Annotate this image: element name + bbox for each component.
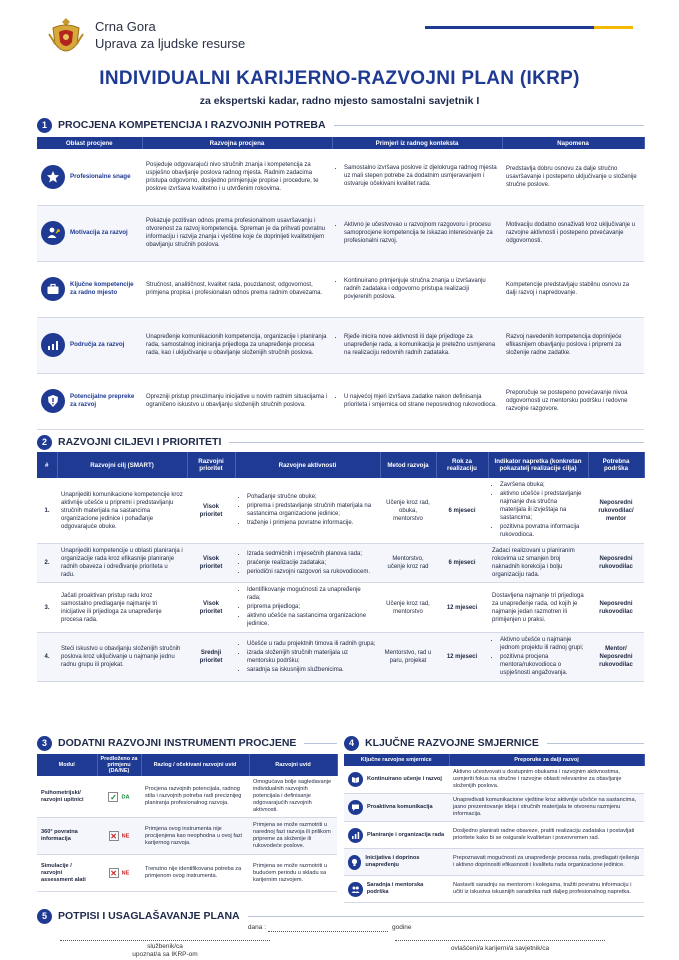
activities-cell	[235, 633, 380, 682]
example-cell	[332, 205, 502, 261]
support-cell: Neposredni rukovodilac	[588, 544, 644, 583]
note-cell: Predstavlja dobru osnovu za dalje stručno usavršavanje i postepeno uključivanje u složenije stručne poslove.	[502, 149, 644, 205]
example-cell	[332, 149, 502, 205]
column-header: Razvojna procjena	[142, 137, 332, 149]
area-wrap	[41, 277, 138, 301]
checkbox-crossed: ✕	[110, 869, 117, 878]
example-item: • U najvećoj mjeri izvršava zadatke nakon definisanja prioriteta i smjernica od strane neposrednog rukovodioca.	[344, 393, 498, 409]
example-item: • Rjeđe inicira nove aktivnosti ili daje prijedloge za unapređenje rada, a komunikacija je pretežno usmjerena na realizaciju redovnih radnih zadataka.	[344, 333, 498, 357]
area-label: Područja za razvoj	[70, 341, 125, 348]
employee-signature-line[interactable]	[60, 940, 270, 941]
table-row	[37, 776, 337, 818]
bar-chart-icon	[348, 828, 363, 843]
note-cell: Razvoj navedenih kompetencija doprinijeće efikasnijem obavljanju poslova i pripremi za složenije radne zadatke.	[502, 317, 644, 373]
section-title: RAZVOJNI CILJEVI I PRIORITETI	[58, 436, 222, 448]
recommendation-cell: Dosljedno planirati radne obaveze, pratiti realizaciju zadataka i postavljati prioritete kako bi se osigurale kvalitetan i pravovremen rad.	[449, 822, 644, 849]
activity-item: • aktivno učešće na sastancima organizacione jedinice.	[247, 612, 376, 628]
activity-item: • Učešće u radu projektnih timova ili radnih grupa;	[247, 640, 376, 648]
module-cell: Psihometrijski/ razvojni upitnici	[37, 776, 97, 818]
section-number: 1	[37, 118, 52, 133]
insight-cell: Omogućava bolje sagledavanje individualnih razvojnih potencijala i definisanje odgovarajućih razvojnih aktivnosti.	[249, 776, 337, 818]
area-wrap	[41, 165, 138, 189]
assessment-cell: Pokazuje pozitivan odnos prema profesionalnom usavršavanju i otvorenost za razvoj kompetencija. Spreman je da prihvati povratnu informaciju i razvija znanja i vještine koje će doprinijeti kvalitetnijem obavljanju stručnih poslova.	[142, 205, 332, 261]
example-list	[336, 164, 498, 188]
checkbox-checked: ✓	[110, 792, 117, 802]
section-title: KLJUČNE RAZVOJNE SMJERNICE	[365, 737, 539, 749]
area-wrap	[41, 333, 138, 357]
guideline-label: Proaktivna komunikacija	[367, 804, 433, 810]
answer-cell	[97, 776, 141, 818]
example-list	[336, 333, 498, 357]
note-cell: Motivaciju dodatno osnaživati kroz uključivanje u razvojne aktivnosti i postepeno povećavanje odgovornosti.	[502, 205, 644, 261]
indicator-item: • aktivno učešće i predstavljanje najmanje dva stručna materijala ili izvještaja na sastancima;	[500, 490, 584, 522]
goal-number: 1.	[37, 478, 57, 544]
activity-item: • traženje i primjena povratne informacije.	[247, 519, 376, 527]
goal-number: 3.	[37, 583, 57, 633]
activity-item: • praćenje realizacije zadataka;	[247, 559, 376, 567]
table-row	[37, 633, 644, 682]
activities-list	[239, 493, 376, 527]
activity-item: • saradnja sa iskusnijim službenicima.	[247, 666, 376, 674]
example-list	[336, 393, 498, 409]
area-cell	[37, 373, 142, 429]
person-growth-icon	[41, 221, 65, 245]
column-header: Ključne razvojne smjernice	[344, 754, 449, 766]
recommendation-cell: Nastaviti saradnju sa mentorom i kolegama, tražiti povratnu informaciju i učiti iz iskustva iskusnijih saradnika radi daljeg profesionalnog napretka.	[449, 876, 644, 903]
insight-cell: Primjena se može razmotriti u budućem periodu u skladu sa karijernim razvojem.	[249, 855, 337, 892]
reason-cell: Trenutno nije identifikovana potreba za primjenom ovog instrumenta.	[141, 855, 249, 892]
method-cell: Mentorstvo, rad u paru, projekat	[380, 633, 436, 682]
example-item: • Kontinuirano primjenjuje stručna znanja u izvršavanju radnih zadataka i odgovorno pristupa realizaciji povjerenih poslova.	[344, 277, 498, 301]
answer-cell	[97, 818, 141, 855]
section-rule	[547, 743, 644, 744]
goal-number: 2.	[37, 544, 57, 583]
column-header: Razvojne aktivnosti	[235, 452, 380, 478]
column-header: Razlog / očekivani razvojni uvid	[141, 754, 249, 776]
area-wrap	[41, 221, 138, 245]
section-rule	[229, 442, 644, 443]
deadline-cell: 6 mjeseci	[436, 478, 488, 544]
chart-growth-icon	[41, 333, 65, 357]
area-wrap	[41, 389, 138, 413]
guideline-label: Planiranje i organizacija rada	[367, 831, 445, 838]
example-cell	[332, 261, 502, 317]
checkbox-crossed: ✕	[110, 832, 117, 841]
column-header: Oblast procjene	[37, 137, 142, 149]
column-header: Razvojni uvid	[249, 754, 337, 776]
table-row	[344, 794, 644, 822]
area-cell	[37, 205, 142, 261]
indicator-item: • Završena obuka;	[500, 481, 584, 489]
example-cell	[332, 317, 502, 373]
guideline-wrap	[348, 772, 445, 787]
table-row	[344, 849, 644, 876]
table-row	[344, 822, 644, 849]
support-cell: Neposredni rukovodilac/ mentor	[588, 478, 644, 544]
example-item: • Samostalno izvršava poslove iz djelokruga radnog mjesta uz mali stepen potrebe za dodatnim usmjeravanjem i ostvaruje očekivani kvalitet rada.	[344, 164, 498, 188]
shield-warning-icon	[41, 389, 65, 413]
guideline-wrap	[348, 828, 445, 843]
activities-list	[239, 550, 376, 576]
goal-cell: Unaprijediti kompetencije u oblasti planiranja i organizacije rada kroz efikasnije planiranje radnih obaveza i određivanje prioriteta u radu.	[57, 544, 187, 583]
goal-cell: Jačati proaktivan pristup radu kroz samostalno predlaganje najmanje tri inicijative ili prijedloga za unapređenje procesa rada.	[57, 583, 187, 633]
column-header: Napomena	[502, 137, 644, 149]
section-number: 5	[37, 909, 52, 924]
book-icon	[348, 772, 363, 787]
table-row	[37, 855, 337, 892]
guideline-cell	[344, 849, 449, 876]
indicator-cell	[488, 633, 588, 682]
organization-name	[95, 18, 245, 52]
org-line-2: Uprava za ljudske resurse	[95, 36, 246, 51]
guideline-cell	[344, 876, 449, 903]
table-row	[344, 766, 644, 794]
column-header: Rok za realizaciju	[436, 452, 488, 478]
table-row	[37, 544, 644, 583]
table-row	[37, 478, 644, 544]
module-cell: 360° povratna informacija	[37, 818, 97, 855]
note-cell: Preporučuje se postepeno povećavanje nivoa odgovornosti uz mentorsku podršku i redovne razvojne razgovore.	[502, 373, 644, 429]
support-cell: Neposredni rukovodilac	[588, 583, 644, 633]
area-label: Motivacija za razvoj	[70, 229, 128, 236]
assessment-cell: Unapređenje komunikacionih kompetencija, organizacije i planiranja rada, samostalnog iniciranja prijedloga za unapređenje procesa rada, kao i uključivanje u obavljanje složenijih stručnih poslova.	[142, 317, 332, 373]
area-cell	[37, 317, 142, 373]
deadline-cell: 12 mjeseci	[436, 583, 488, 633]
column-header: Razvojni prioritet	[187, 452, 235, 478]
method-cell: Učenje kroz rad, mentorstvo	[380, 583, 436, 633]
section-5-header	[37, 908, 644, 924]
section-rule	[248, 916, 644, 917]
reason-cell: Procjena razvojnih potencijala, radnog stila i razvojnih potreba radi preciznijeg planiranja profesionalnog razvoja.	[141, 776, 249, 818]
method-cell: Mentorstvo, učenje kroz rad	[380, 544, 436, 583]
activities-cell	[235, 544, 380, 583]
table-row	[37, 149, 644, 205]
area-cell	[37, 149, 142, 205]
area-label: Ključne kompetencije za radno mjesto	[70, 281, 134, 296]
deadline-cell: 12 mjeseci	[436, 633, 488, 682]
lightbulb-icon	[348, 855, 361, 870]
section-title: DODATNI RAZVOJNI INSTRUMENTI PROCJENE	[58, 737, 297, 749]
priority-cell: Visok prioritet	[187, 478, 235, 544]
section-rule	[304, 743, 337, 744]
answer-label: DA	[121, 793, 130, 800]
column-header: Predloženo za primjenu (DA/NE)	[97, 754, 141, 776]
table-row	[37, 373, 644, 429]
employee-sub-label: upoznat/a sa IKRP-om	[132, 951, 198, 958]
table-row	[344, 876, 644, 903]
document-title: INDIVIDUALNI KARIJERNO-RAZVOJNI PLAN (IKRP)	[99, 68, 580, 89]
section-number: 3	[37, 736, 52, 751]
activity-item: • Identifikovanje mogućnosti za unapređenje rada;	[247, 586, 376, 602]
area-cell	[37, 261, 142, 317]
counselor-signature-line[interactable]	[395, 940, 605, 941]
column-header: Preporuke za dalji razvoj	[449, 754, 644, 766]
column-header: Modul	[37, 754, 97, 776]
date-label: dana :	[247, 924, 266, 931]
indicator-list	[492, 636, 584, 677]
assessment-cell: Oprezniji pristup preuzimanju inicijative u novim radnim situacijama i ograničeno iskustvo u obavljanju složenijih stručnih poslova.	[142, 373, 332, 429]
counselor-label: ovlašćeni/a karijerni/a savjetnik/ca	[450, 945, 550, 952]
people-icon	[348, 882, 363, 897]
area-label: Profesionalne snage	[70, 172, 131, 180]
activity-item: • izrada složenijih stručnih materijala uz mentorsku podršku;	[247, 649, 376, 665]
table-row	[37, 317, 644, 373]
assessment-cell: Stručnost, analitičnost, kvalitet rada, pouzdanost, odgovornost, primjena propisa i profesionalan odnos prema radnim obavezama.	[142, 261, 332, 317]
column-header: #	[37, 452, 57, 478]
indicator-cell	[488, 478, 588, 544]
guideline-label: Kontinuirano učenje i razvoj	[367, 776, 442, 782]
priority-cell: Srednji prioritet	[187, 633, 235, 682]
insight-cell: Primjena se može razmotriti u narednoj fazi razvoja ili prilikom pripreme za složenije ili rukovodeće poslove.	[249, 818, 337, 855]
chat-icon	[348, 800, 363, 815]
answer-cell	[97, 855, 141, 892]
indicator-cell	[488, 544, 588, 583]
table-row	[37, 205, 644, 261]
guideline-label: Saradnja i mentorska podrška	[366, 882, 424, 895]
briefcase-icon	[41, 277, 65, 301]
development-goals-table	[37, 452, 645, 682]
header-accent-rule	[594, 26, 633, 29]
support-cell: Mentor/ Neposredni rukovodilac	[588, 633, 644, 682]
answer-label: NE	[121, 833, 130, 840]
column-header: Primjeri iz radnog konteksta	[332, 137, 502, 149]
section-rule	[334, 125, 644, 126]
section-3-header	[37, 735, 337, 751]
guideline-cell	[344, 822, 449, 849]
section-1-header	[37, 117, 644, 133]
section-title: PROCJENA KOMPETENCIJA I RAZVOJNIH POTREBA	[58, 119, 326, 131]
guideline-cell	[344, 766, 449, 794]
section-4-header	[344, 735, 644, 751]
section-number: 2	[37, 435, 52, 450]
reason-cell: Primjena ovog instrumenta nije procijenjena kao neophodna u ovoj fazi karijernog razvoja.	[141, 818, 249, 855]
recommendation-cell: Aktivno učestvovati u dostupnim obukama i razvojnim aktivnostima, usmjeriti fokus na stručne i razvojne oblasti relevantne za obavljanje složenijih poslova.	[449, 766, 644, 794]
column-header: Razvojni cilj (SMART)	[57, 452, 187, 478]
example-item: • Aktivno je učestvovao u razvojnom razgovoru i procesu samoprocjene kompetencija te iskazao interesovanje za profesionalni razvoj.	[344, 221, 498, 245]
development-guidelines-table	[344, 754, 645, 903]
indicator-item: • pozitivna procjena mentora/rukovodioca o uspješnosti angažovanja.	[500, 653, 584, 677]
column-header: Potrebna podrška	[588, 452, 644, 478]
indicator-text: Zadaci realizovani u planiranim rokovima uz smanjen broj naknadnih korekcija i bolju organizaciju rada.	[492, 548, 575, 578]
employee-label: službenik/ca	[147, 943, 183, 950]
org-line-1: Crna Gora	[95, 19, 156, 34]
recommendation-cell: Unapređivati komunikacione vještine kroz aktivnije učešće na sastancima, jasno prezentovanje ideja i stručnih materijala te otvorenu razmjenu informacija.	[449, 794, 644, 822]
document-subtitle: za ekspertski kadar, radno mjesto samostalni savjetnik I	[199, 95, 480, 107]
activity-item: • priprema prijedloga;	[247, 603, 376, 611]
indicator-text: Dostavljena najmanje tri prijedloga za unapređenje rada, od kojih je najmanje jedan razmotren ili primijenjen u praksi.	[492, 592, 584, 623]
priority-cell: Visok prioritet	[187, 544, 235, 583]
answer-label: NE	[121, 870, 130, 877]
indicator-item: • Aktivno učešće u najmanje jednom projektu ili radnoj grupi;	[500, 636, 584, 652]
indicator-cell	[488, 583, 588, 633]
example-list	[336, 277, 498, 301]
deadline-cell: 6 mjeseci	[436, 544, 488, 583]
column-header: Indikator napretka (konkretan pokazatelj realizacije cilja)	[488, 452, 588, 478]
guideline-wrap	[348, 855, 445, 870]
activities-cell	[235, 478, 380, 544]
goal-number: 4.	[37, 633, 57, 682]
method-cell: Učenje kroz rad, obuka, mentorstvo	[380, 478, 436, 544]
section-2-header	[37, 434, 644, 450]
competency-assessment-table	[37, 137, 645, 430]
priority-cell: Visok prioritet	[187, 583, 235, 633]
column-header: Metod razvoja	[380, 452, 436, 478]
section-title: POTPISI I USAGLAŠAVANJE PLANA	[58, 910, 240, 922]
activity-item: • priprema i predstavljanje stručnih materijala na sastancima organizacione jedinice;	[247, 502, 376, 518]
section-number: 4	[344, 736, 359, 751]
assessment-cell: Posjeduje odgovarajući nivo stručnih znanja i kompetencija za uspješno obavljanje poslova radnog mjesta. Radnim zadacima pristupa odgovorno, dosljedno primjenjuje propise i procedure, te poslove izvršava kvalitetno i u utvrđenim rokovima.	[142, 149, 332, 205]
recommendation-cell: Prepoznavati mogućnosti za unapređenje procesa rada, predlagati rješenja i aktivno doprinositi efikasnosti i kvalitetu rada organizacione jedinice.	[449, 849, 644, 876]
activities-list	[239, 586, 376, 628]
module-cell: Simulacije / razvojni assessment alati	[37, 855, 97, 892]
indicator-item: • pozitivna povratna informacija rukovodioca.	[500, 523, 584, 539]
guideline-label: Inicijativa i doprinos unapređenju	[365, 855, 420, 868]
table-row	[37, 261, 644, 317]
goal-cell: Unaprijediti komunikacione kompetencije kroz aktivnije učešće u pripremi i predstavljanju stručnih materijala na sastancima organizacione jedinice i pohađanje odgovarajuće obuke.	[57, 478, 187, 544]
activity-item: • periodični razvojni razgovori sa rukovodiocem.	[247, 568, 376, 576]
indicator-list	[492, 481, 584, 539]
note-cell: Kompetencije predstavljaju stabilnu osnovu za dalji razvoj i napredovanje.	[502, 261, 644, 317]
assessment-instruments-table	[37, 754, 338, 892]
guideline-cell	[344, 794, 449, 822]
star-icon	[41, 165, 65, 189]
guideline-wrap	[348, 882, 445, 897]
table-row	[37, 583, 644, 633]
date-field[interactable]	[268, 931, 388, 932]
example-cell	[332, 373, 502, 429]
guideline-wrap	[348, 800, 445, 815]
year-label: godine	[392, 924, 412, 931]
example-list	[336, 221, 498, 245]
activity-item: • Izrada sedmičnih i mjesečnih planova rada;	[247, 550, 376, 558]
activities-cell	[235, 583, 380, 633]
goal-cell: Steći iskustvo u obavljanju složenijih stručnih poslova kroz uključivanje u najmanje jednu radnu grupu ili projekat.	[57, 633, 187, 682]
activities-list	[239, 640, 376, 674]
table-row	[37, 818, 337, 855]
activity-item: • Pohađanje stručne obuke;	[247, 493, 376, 501]
coat-of-arms-logo	[47, 14, 85, 62]
area-label: Potencijalne prepreke za razvoj	[70, 393, 135, 408]
